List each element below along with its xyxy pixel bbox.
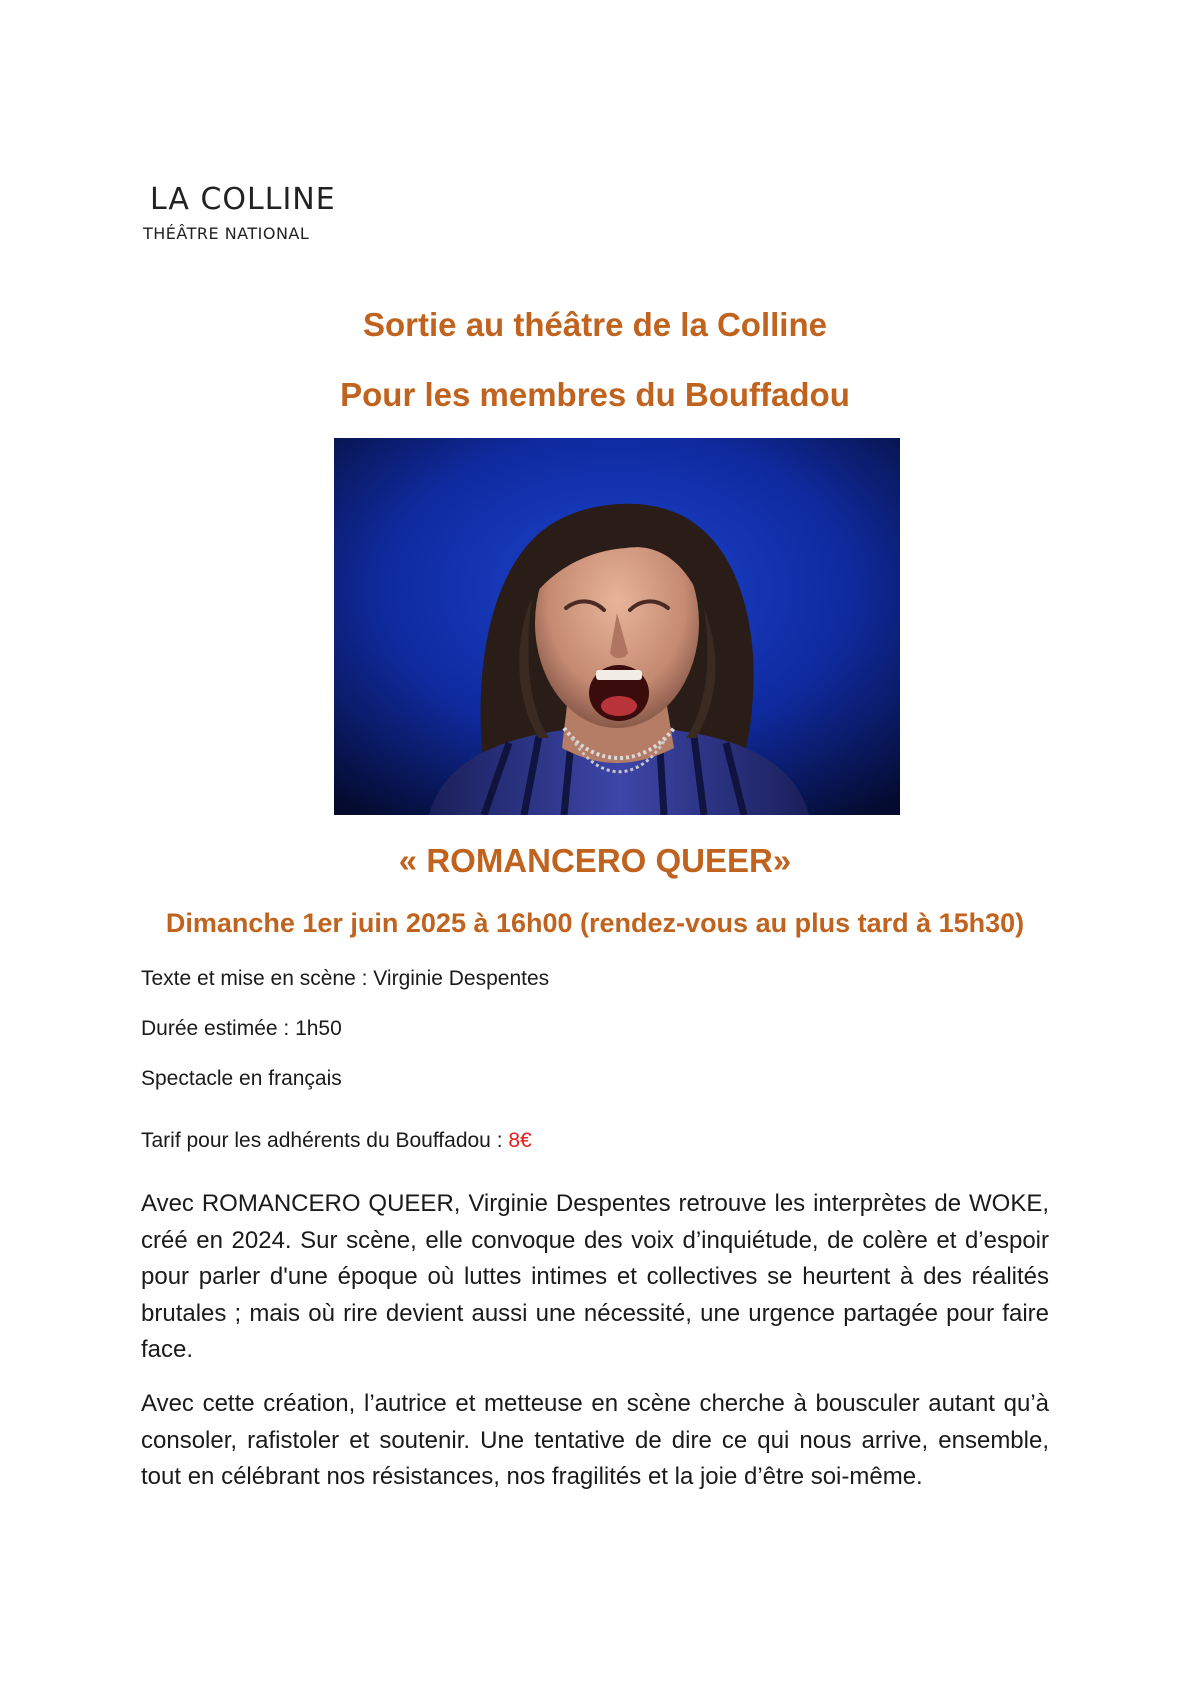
- price-label: Tarif pour les adhérents du Bouffadou :: [141, 1129, 509, 1152]
- show-title: « ROMANCERO QUEER»: [398, 842, 792, 879]
- la-colline-logo: [143, 182, 336, 252]
- price-line: [141, 1129, 532, 1153]
- performer-photo: [334, 438, 900, 815]
- price-value: 8€: [508, 1129, 532, 1152]
- page-title: Sortie au théâtre de la Colline: [363, 306, 827, 343]
- duration-line: Durée estimée : 1h50: [141, 1017, 342, 1040]
- description-paragraph-2: Avec cette création, l’autrice et metteuse en scène cherche à bousculer autant qu’à consoler, rafistoler et soutenir. Une tentative de dire ce qui nous arrive, ensemble, tout en célébrant nos résistances, nos fragilités et la joie d’être soi-même.: [141, 1390, 1049, 1490]
- page-subtitle: Pour les membres du Bouffadou: [340, 376, 850, 413]
- date-line: Dimanche 1er juin 2025 à 16h00 (rendez-vous au plus tard à 15h30): [165, 908, 1025, 938]
- language-line: Spectacle en français: [141, 1067, 342, 1090]
- author-line: Texte et mise en scène : Virginie Despentes: [141, 967, 550, 990]
- logo-line2: THÉÂTRE NATIONAL: [143, 224, 310, 243]
- logo-line1: LA COLLINE: [150, 182, 336, 217]
- description-paragraph-1: Avec ROMANCERO QUEER, Virginie Despentes retrouve les interprètes de WOKE, créé en 2024. Sur scène, elle convoque des voix d’inquiétude, de colère et d’espoir pour parler d'une époque où luttes intimes et collectives se heurtent à des réalités brutales ; mais où rire devient aussi une nécessité, une urgence partagée pour faire face.: [141, 1190, 1049, 1363]
